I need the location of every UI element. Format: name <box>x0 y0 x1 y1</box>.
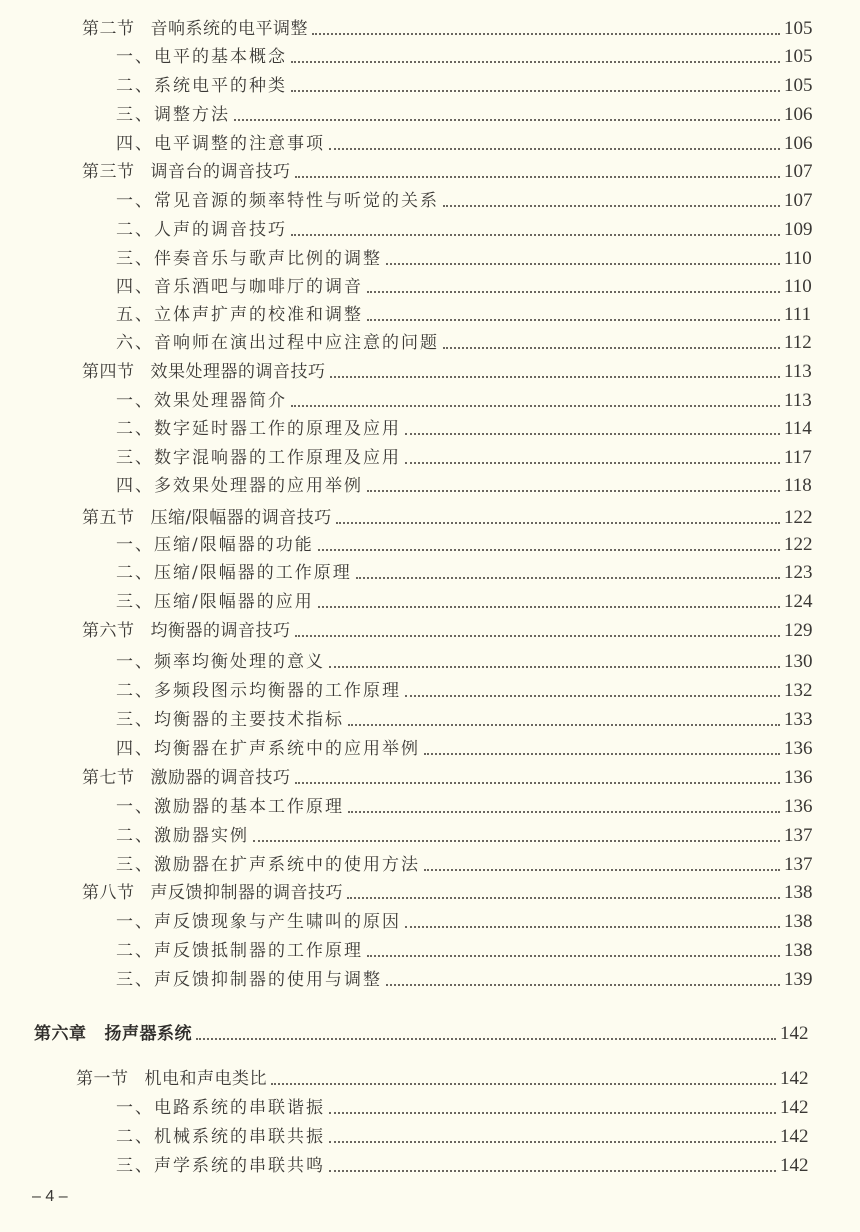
toc-entry-title: 电平调整的注意事项 <box>154 134 325 154</box>
dot-leader <box>386 262 780 265</box>
dot-leader <box>329 665 780 668</box>
dot-leader <box>291 60 780 63</box>
toc-entry-number: 二、 <box>116 826 154 846</box>
toc-entry-page-number: 105 <box>784 46 813 67</box>
toc-entry-page-number: 122 <box>784 507 813 528</box>
toc-entry-title: 多效果处理器的应用举例 <box>154 476 363 496</box>
toc-entry-number: 二、 <box>116 1127 154 1147</box>
toc-entry-title: 扬声器系统 <box>104 1024 192 1044</box>
toc-entry-number: 四、 <box>116 476 154 496</box>
toc-entry-title: 压缩/限幅器的工作原理 <box>154 563 352 583</box>
toc-entry-title: 多频段图示均衡器的工作原理 <box>154 681 401 701</box>
toc-entry-title: 电平的基本概念 <box>154 47 287 67</box>
toc-entry-item[interactable] <box>116 705 820 733</box>
toc-entry-page-number: 129 <box>784 620 813 641</box>
toc-entry-page-number: 105 <box>784 75 813 96</box>
toc-entry-number: 三、 <box>116 592 154 612</box>
toc-entry-page-number: 107 <box>784 190 813 211</box>
toc-entry-page-number: 124 <box>784 591 813 612</box>
toc-entry-item[interactable] <box>116 129 820 157</box>
toc-entry-title: 激励器的基本工作原理 <box>154 797 344 817</box>
toc-entry-title: 压缩/限幅器的应用 <box>154 592 314 612</box>
dot-leader <box>295 781 781 784</box>
toc-entry-title: 音响师在演出过程中应注意的问题 <box>154 333 439 353</box>
toc-entry-number: 第二节 <box>82 19 135 39</box>
dot-leader <box>291 404 780 407</box>
toc-entry-section[interactable] <box>82 616 820 644</box>
toc-entry-number: 第六节 <box>82 621 135 641</box>
toc-entry-title: 数字延时器工作的原理及应用 <box>154 419 401 439</box>
dot-leader <box>271 1082 776 1085</box>
toc-entry-title: 压缩/限幅器的调音技巧 <box>150 508 332 528</box>
toc-entry-number: 三、 <box>116 448 154 468</box>
dot-leader <box>295 175 781 178</box>
toc-entry-item[interactable] <box>116 328 820 356</box>
toc-entry-item[interactable] <box>116 471 820 499</box>
toc-entry-title: 音响系统的电平调整 <box>150 19 308 39</box>
toc-entry-number: 三、 <box>116 105 154 125</box>
toc-entry-title: 数字混响器的工作原理及应用 <box>154 448 401 468</box>
toc-entry-page-number: 113 <box>784 390 812 411</box>
toc-entry-title: 激励器实例 <box>154 826 249 846</box>
toc-entry-item[interactable] <box>116 821 820 849</box>
toc-entry-page-number: 105 <box>784 18 813 39</box>
toc-entry-number: 一、 <box>116 535 154 555</box>
dot-leader <box>329 1169 776 1172</box>
toc-entry-page-number: 114 <box>784 418 812 439</box>
toc-entry-number: 第七节 <box>82 768 135 788</box>
toc-entry-section[interactable] <box>82 14 820 42</box>
toc-entry-page-number: 107 <box>784 161 813 182</box>
dot-leader <box>443 204 780 207</box>
toc-entry-title: 均衡器的主要技术指标 <box>154 710 344 730</box>
toc-entry-title: 效果处理器的调音技巧 <box>150 362 326 382</box>
toc-entry-number: 一、 <box>116 47 154 67</box>
toc-entry-title: 立体声扩声的校准和调整 <box>154 305 363 325</box>
toc-entry-page-number: 137 <box>784 825 813 846</box>
dot-leader <box>367 489 780 492</box>
toc-entry-number: 第四节 <box>82 362 135 382</box>
toc-entry-title: 系统电平的种类 <box>154 76 287 96</box>
toc-entry-page-number: 122 <box>784 534 813 555</box>
toc-entry-item[interactable] <box>116 414 820 442</box>
toc-entry-title: 均衡器的调音技巧 <box>150 621 291 641</box>
toc-entry-number: 二、 <box>116 681 154 701</box>
toc-entry-title: 音乐酒吧与咖啡厅的调音 <box>154 277 363 297</box>
toc-entry-number: 第六章 <box>34 1024 87 1044</box>
dot-leader <box>329 1111 776 1114</box>
toc-entry-page-number: 138 <box>784 940 813 961</box>
toc-entry-item[interactable] <box>116 965 820 993</box>
toc-entry-item[interactable] <box>116 676 820 704</box>
toc-entry-number: 二、 <box>116 419 154 439</box>
toc-entry-number: 第八节 <box>82 883 135 903</box>
toc-entry-page-number: 123 <box>784 562 813 583</box>
toc-entry-number: 三、 <box>116 249 154 269</box>
dot-leader <box>336 521 780 524</box>
toc-entry-number: 一、 <box>116 652 154 672</box>
toc-entry-section[interactable] <box>82 763 820 791</box>
dot-leader <box>424 752 780 755</box>
page-number-footer: – 4 – <box>32 1188 68 1205</box>
dot-leader <box>443 346 780 349</box>
toc-entry-page-number: 111 <box>784 304 812 325</box>
toc-entry-item[interactable] <box>116 100 820 128</box>
toc-entry-section[interactable] <box>82 357 820 385</box>
toc-entry-title: 伴奏音乐与歌声比例的调整 <box>154 249 382 269</box>
toc-entry-section[interactable] <box>82 503 820 531</box>
toc-entry-item[interactable] <box>116 71 820 99</box>
toc-entry-page-number: 117 <box>784 447 812 468</box>
toc-entry-section[interactable] <box>82 157 820 185</box>
dot-leader <box>405 694 780 697</box>
dot-leader <box>291 89 780 92</box>
dot-leader <box>329 147 780 150</box>
toc-entry-number: 第五节 <box>82 508 135 528</box>
toc-entry-title: 常见音源的频率特性与听觉的关系 <box>154 191 439 211</box>
toc-entry-title: 声反馈抑制器的调音技巧 <box>150 883 343 903</box>
toc-entry-item[interactable] <box>116 1093 816 1121</box>
toc-entry-number: 三、 <box>116 1156 154 1176</box>
dot-leader <box>424 868 780 871</box>
toc-entry-page-number: 110 <box>784 248 812 269</box>
toc-entry-item[interactable] <box>116 443 820 471</box>
toc-entry-title: 调整方法 <box>154 105 230 125</box>
toc-entry-title: 电路系统的串联谐振 <box>154 1098 325 1118</box>
toc-entry-page-number: 110 <box>784 276 812 297</box>
toc-entry-number: 一、 <box>116 1098 154 1118</box>
dot-leader <box>295 634 781 637</box>
toc-entry-number: 一、 <box>116 191 154 211</box>
dot-leader <box>367 318 780 321</box>
dot-leader <box>348 810 780 813</box>
toc-entry-page-number: 106 <box>784 104 813 125</box>
toc-entry-title: 人声的调音技巧 <box>154 220 287 240</box>
toc-entry-chapter[interactable] <box>34 1019 816 1047</box>
toc-entry-number: 第三节 <box>82 162 135 182</box>
toc-entry-item[interactable] <box>116 1151 816 1179</box>
dot-leader <box>234 118 780 121</box>
toc-entry-number: 一、 <box>116 391 154 411</box>
dot-leader <box>367 290 780 293</box>
toc-entry-number: 三、 <box>116 710 154 730</box>
toc-entry-item[interactable] <box>116 647 820 675</box>
toc-entry-number: 二、 <box>116 76 154 96</box>
toc-entry-number: 四、 <box>116 739 154 759</box>
toc-entry-page-number: 136 <box>784 796 813 817</box>
toc-entry-title: 声反馈抑制器的使用与调整 <box>154 970 382 990</box>
dot-leader <box>318 605 780 608</box>
toc-entry-page-number: 142 <box>780 1068 809 1089</box>
toc-entry-item[interactable] <box>116 1122 816 1150</box>
dot-leader <box>329 1140 776 1143</box>
toc-entry-item[interactable] <box>116 530 820 558</box>
toc-entry-page-number: 133 <box>784 709 813 730</box>
toc-entry-item[interactable] <box>116 300 820 328</box>
toc-entry-page-number: 142 <box>780 1097 809 1118</box>
dot-leader <box>312 32 780 35</box>
toc-entry-page-number: 142 <box>780 1023 809 1044</box>
dot-leader <box>405 925 780 928</box>
toc-entry-number: 二、 <box>116 941 154 961</box>
toc-entry-number: 三、 <box>116 855 154 875</box>
toc-entry-item[interactable] <box>116 272 820 300</box>
toc-entry-title: 压缩/限幅器的功能 <box>154 535 314 555</box>
toc-entry-number: 一、 <box>116 797 154 817</box>
toc-entry-page-number: 109 <box>784 219 813 240</box>
toc-entry-number: 四、 <box>116 277 154 297</box>
dot-leader <box>253 839 780 842</box>
dot-leader <box>356 576 780 579</box>
toc-entry-title: 声反馈现象与产生啸叫的原因 <box>154 912 401 932</box>
dot-leader <box>347 896 780 899</box>
toc-entry-title: 机械系统的串联共振 <box>154 1127 325 1147</box>
toc-entry-number: 三、 <box>116 970 154 990</box>
toc-entry-item[interactable] <box>116 936 820 964</box>
toc-entry-page-number: 136 <box>784 767 813 788</box>
toc-entry-title: 声学系统的串联共鸣 <box>154 1156 325 1176</box>
toc-entry-page-number: 113 <box>784 361 812 382</box>
dot-leader <box>318 548 780 551</box>
toc-entry-number: 五、 <box>116 305 154 325</box>
toc-entry-page-number: 139 <box>784 969 813 990</box>
toc-entry-number: 二、 <box>116 563 154 583</box>
dot-leader <box>348 723 780 726</box>
toc-entry-page-number: 138 <box>784 911 813 932</box>
toc-entry-title: 调音台的调音技巧 <box>150 162 291 182</box>
toc-entry-number: 二、 <box>116 220 154 240</box>
toc-entry-item[interactable] <box>116 244 820 272</box>
dot-leader <box>196 1037 776 1040</box>
toc-entry-title: 效果处理器简介 <box>154 391 287 411</box>
toc-entry-item[interactable] <box>116 587 820 615</box>
toc-entry-page-number: 106 <box>784 133 813 154</box>
toc-entry-title: 激励器的调音技巧 <box>150 768 291 788</box>
toc-entry-item[interactable] <box>116 42 820 70</box>
dot-leader <box>405 432 780 435</box>
toc-entry-number: 六、 <box>116 333 154 353</box>
toc-entry-title: 声反馈抵制器的工作原理 <box>154 941 363 961</box>
toc-entry-item[interactable] <box>116 734 820 762</box>
toc-entry-item[interactable] <box>116 907 820 935</box>
toc-entry-item[interactable] <box>116 850 820 878</box>
toc-entry-page-number: 118 <box>784 475 812 496</box>
toc-entry-page-number: 142 <box>780 1155 809 1176</box>
toc-entry-title: 机电和声电类比 <box>144 1069 267 1089</box>
toc-entry-title: 频率均衡处理的意义 <box>154 652 325 672</box>
toc-entry-section[interactable] <box>76 1064 816 1092</box>
toc-entry-page-number: 112 <box>784 332 812 353</box>
toc-entry-page-number: 130 <box>784 651 813 672</box>
dot-leader <box>291 233 780 236</box>
toc-entry-page-number: 132 <box>784 680 813 701</box>
toc-entry-number: 一、 <box>116 912 154 932</box>
toc-entry-page-number: 142 <box>780 1126 809 1147</box>
dot-leader <box>330 375 781 378</box>
toc-entry-page-number: 136 <box>784 738 813 759</box>
dot-leader <box>386 983 780 986</box>
toc-entry-page-number: 138 <box>784 882 813 903</box>
toc-entry-item[interactable] <box>116 386 820 414</box>
toc-entry-title: 激励器在扩声系统中的使用方法 <box>154 855 420 875</box>
dot-leader <box>367 954 780 957</box>
toc-entry-section[interactable] <box>82 878 820 906</box>
toc-entry-item[interactable] <box>116 792 820 820</box>
toc-entry-page-number: 137 <box>784 854 813 875</box>
toc-entry-item[interactable] <box>116 186 820 214</box>
dot-leader <box>405 461 780 464</box>
toc-entry-number: 四、 <box>116 134 154 154</box>
toc-entry-number: 第一节 <box>76 1069 129 1089</box>
toc-entry-item[interactable] <box>116 215 820 243</box>
toc-entry-title: 均衡器在扩声系统中的应用举例 <box>154 739 420 759</box>
toc-entry-item[interactable] <box>116 558 820 586</box>
